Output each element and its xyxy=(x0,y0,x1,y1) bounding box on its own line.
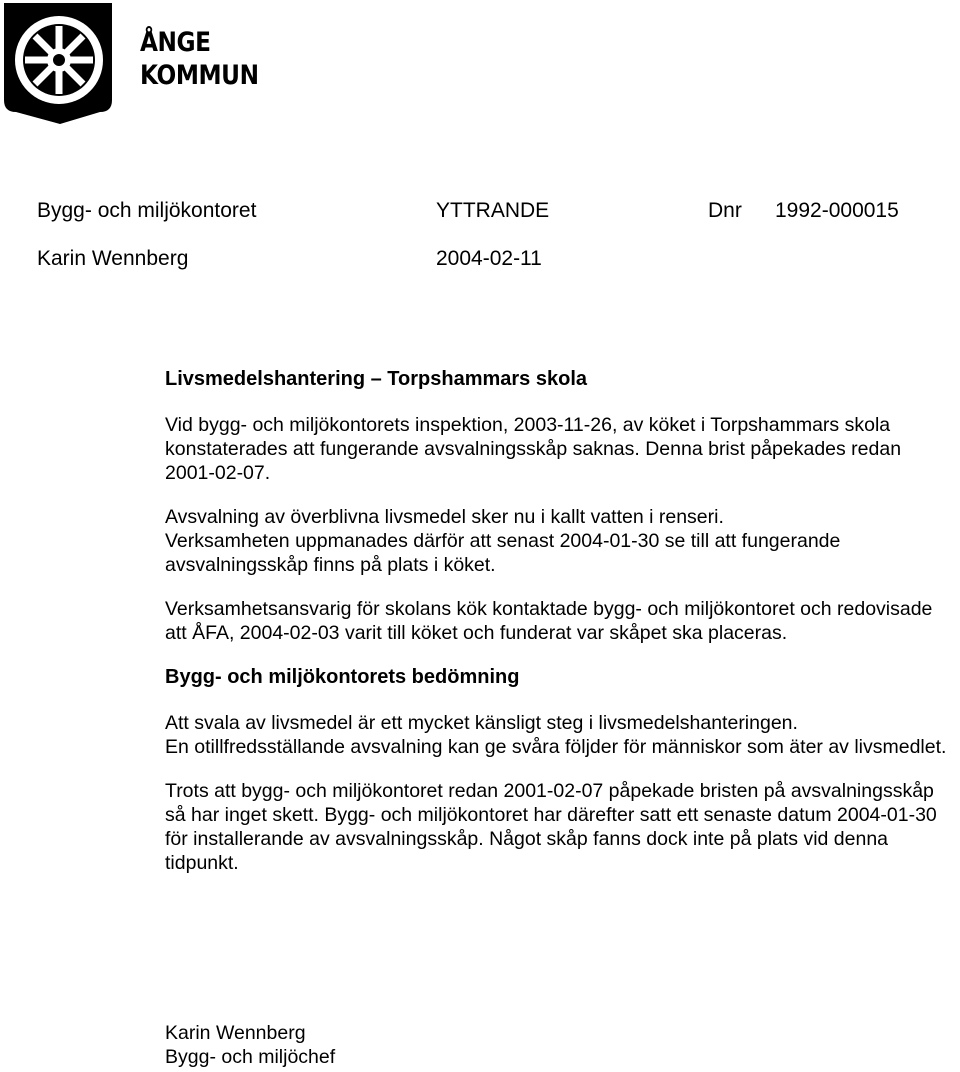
header-document-type: YTTRANDE xyxy=(436,199,550,222)
header-dnr-value: 1992-000015 xyxy=(775,199,899,222)
document-body xyxy=(165,367,955,875)
assessment-heading: Bygg- och miljökontorets bedömning xyxy=(165,666,520,688)
municipality-logo xyxy=(0,0,118,126)
paragraph-assessment-1: Att svala av livsmedel är ett mycket känsligt steg i livsmedelshanteringen. xyxy=(165,712,798,734)
municipality-name xyxy=(140,26,259,92)
brand-line-2: KOMMUN xyxy=(140,60,259,91)
paragraph-inspection: Vid bygg- och miljökontorets inspektion, 2003-11-26, av köket i Torpshammars skola konstaterades att fungerande avsvalningsskåp saknas. Denna brist påpekades redan 2001-02-07. xyxy=(165,414,902,484)
paragraph-assessment-2: En otillfredsställande avsvalning kan ge svåra följder för människor som äter av livsmedlet. xyxy=(165,736,947,758)
brand-line-1: ÅNGE xyxy=(140,27,211,58)
paragraph-cooling-deadline: Verksamheten uppmanades därför att senast 2004-01-30 se till att fungerande avsvalningsskåp finns på plats i köket. xyxy=(165,530,841,576)
signature-block xyxy=(165,1021,335,1069)
header-dnr-label: Dnr xyxy=(708,199,742,222)
header-date: 2004-02-11 xyxy=(436,247,542,270)
header-department: Bygg- och miljökontoret xyxy=(37,199,257,222)
paragraph-contact: Verksamhetsansvarig för skolans kök kontaktade bygg- och miljökontoret och redovisade att ÅFA, 2004-02-03 varit till köket och funderat var skåpet ska placeras. xyxy=(165,598,933,644)
wheel-emblem-icon xyxy=(0,0,118,126)
paragraph-conclusion: Trots att bygg- och miljökontoret redan 2001-02-07 påpekade bristen på avsvalningsskåp så har inget skett. Bygg- och miljökontoret har därefter satt ett senaste datum 2004-01-30 för installerande av avsvalningsskåp. Något skåp fanns dock inte på plats vid denna tidpunkt. xyxy=(165,780,937,874)
paragraph-cooling-current: Avsvalning av överblivna livsmedel sker nu i kallt vatten i renseri. xyxy=(165,506,724,528)
signature-name: Karin Wennberg xyxy=(165,1022,306,1044)
header-author: Karin Wennberg xyxy=(37,247,189,270)
document-title: Livsmedelshantering – Torpshammars skola xyxy=(165,368,588,390)
signature-title: Bygg- och miljöchef xyxy=(165,1046,336,1068)
